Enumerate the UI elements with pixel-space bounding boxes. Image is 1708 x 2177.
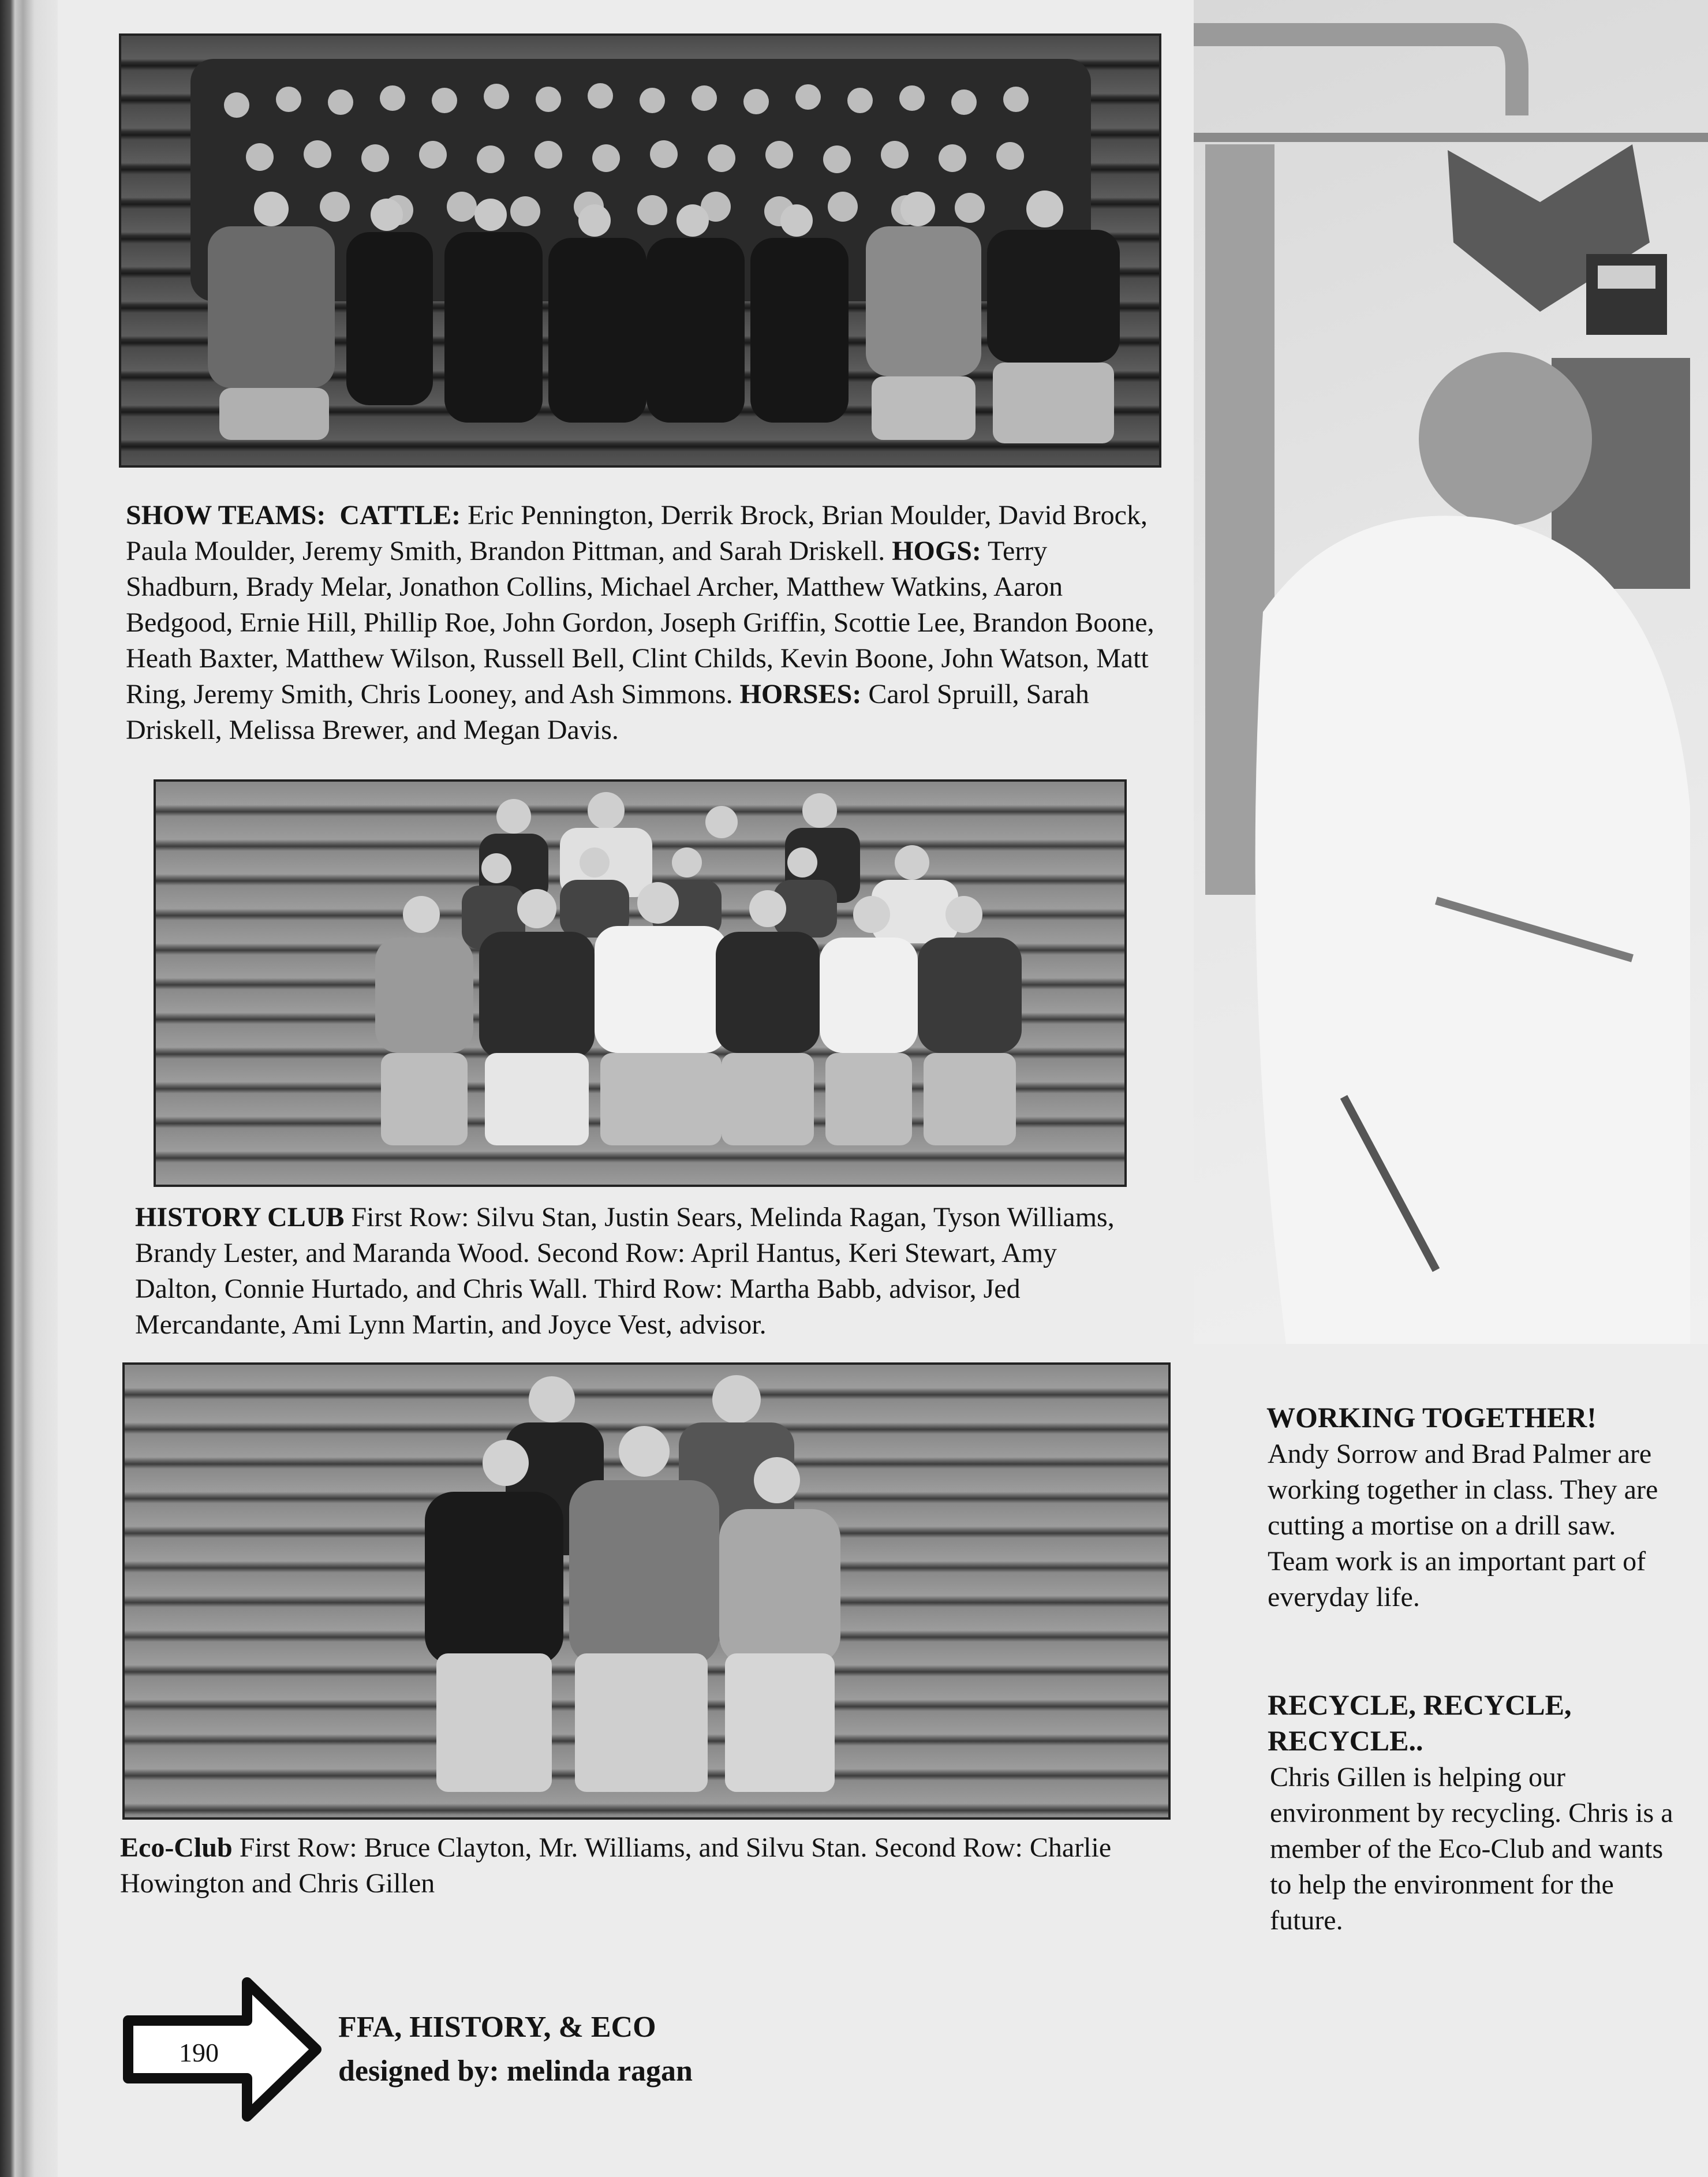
recycle-title: RECYCLE, RECYCLE, RECYCLE.. — [1268, 1689, 1572, 1757]
eco-club-photo — [122, 1362, 1171, 1820]
history-club-photo — [154, 779, 1127, 1187]
footer-title: FFA, HISTORY, & ECO — [338, 2011, 656, 2044]
show-teams-caption: SHOW TEAMS: CATTLE: Eric Pennington, Derrik Brock, Brian Moulder, David Brock, Paula Moulder, Jeremy Smith, Brandon Pittman, and Sarah Driskell. HOGS: Terry Shadburn, Brady Melar, Jonathon Collins, Michael Archer, Matthew Watkins, Aaron Bedgood, Ernie Hill, Phillip Roe, John Gordon, Joseph Griffin, Scottie Lee, Brandon Boone, Heath Baxter, Matthew Wilson, Russell Bell, Clint Childs, Kevin Boone, John Watson, Matt Ring, Jeremy Smith, Chris Looney, and Ash Simmons. HORSES: Carol Spruill, Sarah Driskell, Melissa Brewer, and Megan Davis. — [126, 500, 1154, 745]
ffa-group-photo — [119, 33, 1161, 468]
eco-club-caption: Eco-Club First Row: Bruce Clayton, Mr. Williams, and Silvu Stan. Second Row: Charlie Howington and Chris Gillen — [120, 1832, 1112, 1899]
woodshop-illustration — [1194, 0, 1708, 1344]
book-binding — [0, 0, 58, 2177]
crowd-illustration — [121, 36, 1161, 468]
page-number-arrow-icon — [120, 1974, 328, 2124]
working-together-title: WORKING TOGETHER! — [1266, 1401, 1597, 1433]
eco-club-group-illustration — [125, 1365, 1171, 1820]
working-together-text: Andy Sorrow and Brad Palmer are working together in class. They are cutting a mortise on a drill saw. Team work is an important part of everyday life. — [1268, 1439, 1658, 1612]
page-number: 190 — [179, 2038, 219, 2067]
history-club-group-illustration — [156, 782, 1127, 1187]
history-club-caption: HISTORY CLUB First Row: Silvu Stan, Justin Sears, Melinda Ragan, Tyson Williams, Brandy Lester, and Maranda Wood. Second Row: April Hantus, Keri Stewart, Amy Dalton, Connie Hurtado, and Chris Wall. Third Row: Martha Babb, advisor, Jed Mercandante, Ami Lynn Martin, and Joyce Vest, advisor. — [135, 1202, 1115, 1340]
footer-credit: designed by: melinda ragan — [338, 2055, 693, 2088]
recycle-text: Chris Gillen is helping our environment by recycling. Chris is a member of the Eco-Club and wants to help the environment for the future. — [1270, 1762, 1673, 1936]
woodshop-photo — [1194, 0, 1708, 1344]
